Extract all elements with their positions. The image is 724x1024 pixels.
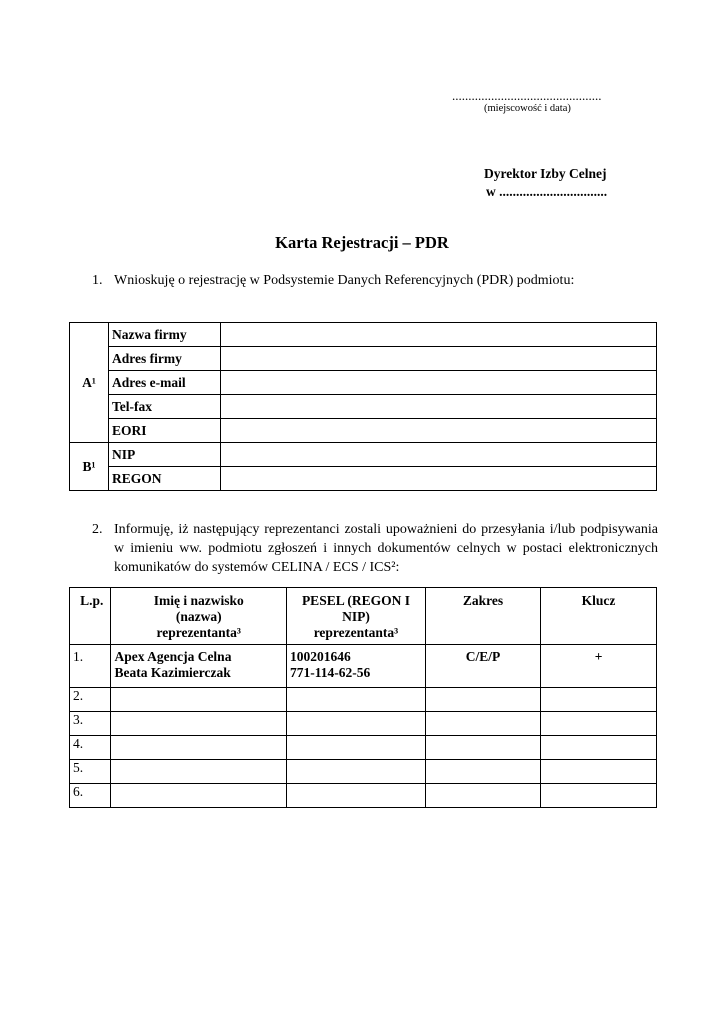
representatives-table — [69, 587, 657, 808]
company-table — [69, 322, 657, 491]
table-row — [70, 443, 657, 467]
nip-field[interactable] — [221, 443, 657, 467]
scope-cell[interactable] — [425, 736, 540, 760]
section-2-number: 2. — [92, 522, 103, 537]
representative-name-cell[interactable] — [111, 784, 287, 808]
column-header-name — [111, 588, 287, 645]
table-row — [70, 760, 657, 784]
table-row — [70, 371, 657, 395]
representative-name-cell[interactable] — [111, 760, 287, 784]
representative-name-cell[interactable] — [111, 688, 287, 712]
table-row — [70, 736, 657, 760]
column-header-name-line: (nazwa) — [175, 609, 222, 624]
field-label: Tel-fax — [109, 395, 221, 419]
representative-id-cell[interactable] — [286, 736, 425, 760]
representative-id-line: 771-114-62-56 — [289, 665, 371, 680]
email-field[interactable] — [221, 371, 657, 395]
representative-name-line: Apex Agencja Celna — [114, 649, 232, 664]
scope-cell[interactable]: C/E/P — [425, 645, 540, 688]
row-number: 5. — [70, 760, 111, 784]
representative-name-line: Beata Kazimierczak — [114, 665, 231, 680]
representative-id-cell[interactable] — [286, 645, 425, 688]
key-cell[interactable] — [541, 712, 657, 736]
section-1-number: 1. — [92, 273, 103, 288]
representative-name-cell[interactable] — [111, 736, 287, 760]
table-row — [70, 419, 657, 443]
representative-id-cell[interactable] — [286, 784, 425, 808]
table-row — [70, 323, 657, 347]
column-header-name-line: reprezentanta³ — [156, 625, 241, 640]
representative-id-cell[interactable] — [286, 688, 425, 712]
table-row — [70, 645, 657, 688]
table-row — [70, 712, 657, 736]
representative-name-cell[interactable] — [111, 712, 287, 736]
table-row — [70, 347, 657, 371]
section-1 — [92, 273, 574, 289]
representative-name-cell[interactable] — [111, 645, 287, 688]
scope-cell[interactable] — [425, 688, 540, 712]
field-label: REGON — [109, 467, 221, 491]
row-number: 4. — [70, 736, 111, 760]
column-header-key: Klucz — [541, 588, 657, 645]
tel-fax-field[interactable] — [221, 395, 657, 419]
representative-id-line: 100201646 — [289, 649, 351, 664]
company-address-field[interactable] — [221, 347, 657, 371]
field-label: Nazwa firmy — [109, 323, 221, 347]
group-a-label: A¹ — [70, 323, 109, 443]
recipient-title: Dyrektor Izby Celnej — [484, 166, 607, 181]
table-row — [70, 395, 657, 419]
document-title: Karta Rejestracji – PDR — [275, 233, 449, 252]
place-date-label: (miejscowość i data) — [484, 103, 571, 114]
row-number: 3. — [70, 712, 111, 736]
scope-cell[interactable] — [425, 712, 540, 736]
key-cell[interactable] — [541, 760, 657, 784]
column-header-pesel-line: reprezentanta³ — [313, 625, 399, 640]
regon-field[interactable] — [221, 467, 657, 491]
row-number: 6. — [70, 784, 111, 808]
place-date-dotted-line: .............................................. — [452, 88, 602, 103]
scope-cell[interactable] — [425, 760, 540, 784]
group-b-label: B¹ — [70, 443, 109, 491]
key-cell[interactable] — [541, 688, 657, 712]
section-1-text: Wnioskuję o rejestrację w Podsystemie Danych Referencyjnych (PDR) podmiotu: — [114, 273, 575, 288]
recipient-location-line: w ................................ — [486, 184, 608, 199]
column-header-pesel-line: PESEL (REGON I — [301, 593, 410, 608]
field-label: Adres firmy — [109, 347, 221, 371]
scope-cell[interactable] — [425, 784, 540, 808]
key-cell[interactable] — [541, 784, 657, 808]
field-label: Adres e-mail — [109, 371, 221, 395]
table-row — [70, 467, 657, 491]
column-header-pesel — [286, 588, 425, 645]
company-name-field[interactable] — [221, 323, 657, 347]
column-header-name-line: Imię i nazwisko — [153, 593, 244, 608]
column-header-lp: L.p. — [70, 588, 111, 645]
representative-id-cell[interactable] — [286, 712, 425, 736]
row-number: 1. — [70, 645, 111, 688]
eori-field[interactable] — [221, 419, 657, 443]
section-2-text: Informuję, iż następujący reprezentanci zostali upoważnieni do przesyłania i/lub podpisywania w imieniu ww. podmiotu zgłoszeń i innych dokumentów celnych w postaci elektronicznych komunikatów do systemów CELINA / ECS / ICS²: — [114, 522, 658, 575]
section-2 — [92, 520, 658, 577]
field-label: NIP — [109, 443, 221, 467]
field-label: EORI — [109, 419, 221, 443]
table-row — [70, 688, 657, 712]
key-cell[interactable] — [541, 736, 657, 760]
row-number: 2. — [70, 688, 111, 712]
key-cell[interactable]: + — [541, 645, 657, 688]
column-header-pesel-line: NIP) — [342, 609, 370, 624]
column-header-scope: Zakres — [425, 588, 540, 645]
table-header-row — [70, 588, 657, 645]
representative-id-cell[interactable] — [286, 760, 425, 784]
table-row — [70, 784, 657, 808]
